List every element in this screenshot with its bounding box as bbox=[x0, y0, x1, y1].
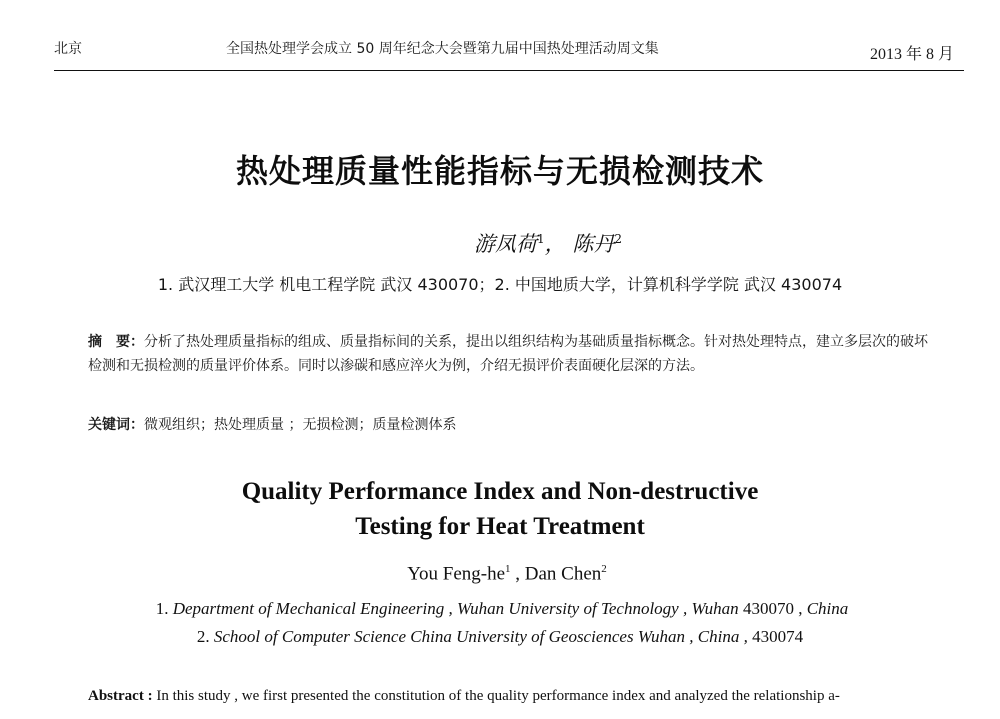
author-separator: , bbox=[510, 563, 525, 585]
author-affiliation-mark: 2 bbox=[614, 232, 622, 246]
abstract-label: Abstract : bbox=[88, 688, 153, 704]
keywords-chinese bbox=[88, 414, 928, 436]
abstract-body: 分析了热处理质量指标的组成、质量指标间的关系，提出以组织结构为基础质量指标概念。针对热处理特点，建立多层次的破坏检测和无损检测的质量评价体系。同时以渗碳和感应淬火为例，介绍无损评价表面硬化层深的方法。 bbox=[88, 334, 928, 374]
running-header-proceedings: 全国热处理学会成立 50 周年纪念大会暨第九届中国热处理活动周文集 bbox=[226, 41, 659, 57]
running-header-location: 北京 bbox=[54, 41, 82, 57]
title-line-2: Testing for Heat Treatment bbox=[355, 513, 645, 540]
affiliation-text: Department of Mechanical Engineering , Wuhan University of Technology , Wuhan bbox=[172, 599, 739, 618]
author-name: 游凤荷 bbox=[474, 232, 538, 256]
author-affiliation-mark: 2 bbox=[601, 563, 607, 575]
affiliation-postcode: 430070 , bbox=[738, 599, 807, 618]
author-separator: ， bbox=[544, 232, 566, 256]
keywords-body: 微观组织；热处理质量 ；无损检测；质量检测体系 bbox=[144, 417, 457, 433]
author-affiliation-mark: 1 bbox=[505, 563, 511, 575]
author-name: Dan Chen bbox=[524, 563, 602, 585]
affiliation-postcode: 430074 bbox=[747, 627, 804, 646]
paper-title-chinese: 热处理质量性能指标与无损检测技术 bbox=[235, 152, 764, 190]
affiliation-english-2 bbox=[0, 627, 1000, 647]
author-affiliation-mark: 1 bbox=[537, 232, 545, 246]
affiliation-number: 2. bbox=[196, 627, 214, 646]
affiliations-chinese: 1. 武汉理工大学 机电工程学院 武汉 430070；2. 中国地质大学，计算机科学学院 武汉 430074 bbox=[157, 275, 843, 294]
abstract-english bbox=[88, 684, 938, 708]
author-name: You Feng-he bbox=[407, 563, 506, 585]
title-line-1: Quality Performance Index and Non-destructive bbox=[241, 478, 759, 505]
header-divider bbox=[54, 70, 964, 71]
abstract-label: 摘 要： bbox=[88, 334, 144, 350]
paper-title-english bbox=[0, 474, 1000, 544]
author-name: 陈丹 bbox=[572, 232, 615, 256]
abstract-chinese bbox=[88, 330, 928, 378]
affiliation-text: School of Computer Science China University of Geosciences Wuhan , China , bbox=[213, 627, 748, 646]
running-header-date: 2013 年 8 月 bbox=[869, 46, 954, 63]
authors-chinese bbox=[0, 228, 1000, 258]
abstract-body: In this study , we first presented the constitution of the quality performance index and analyzed the relationship a- bbox=[152, 688, 840, 704]
affiliation-english-1 bbox=[0, 599, 1000, 619]
authors-english bbox=[0, 563, 1000, 585]
affiliation-country: China bbox=[806, 599, 849, 618]
keywords-label: 关键词： bbox=[88, 417, 144, 433]
affiliation-number: 1. bbox=[155, 599, 173, 618]
